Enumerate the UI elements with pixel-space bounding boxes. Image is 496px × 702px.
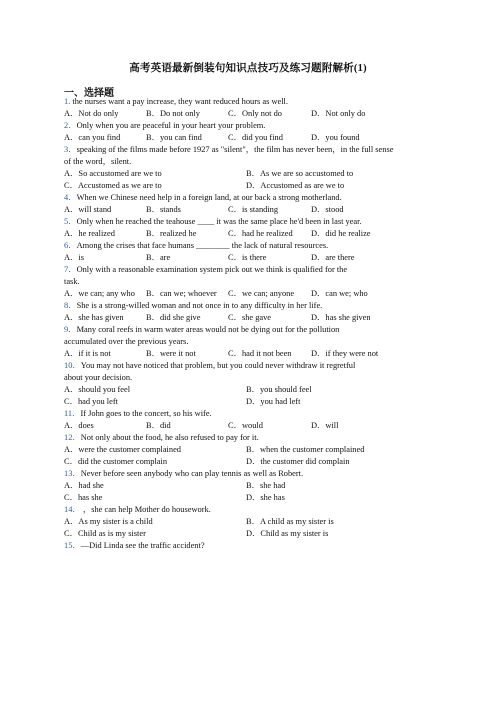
answer-option[interactable]: A．will stand	[64, 205, 112, 215]
answer-option[interactable]: B．As we are so accustomed to	[246, 169, 354, 179]
section-heading: 一、选择题	[64, 88, 114, 99]
question-text-continued: about your decision.	[64, 373, 133, 383]
question-text: Many coral reefs in warm water areas would not be dying out for the pollution	[76, 325, 340, 334]
question-number: 2．	[64, 121, 77, 130]
question-stem	[64, 540, 205, 551]
answer-option[interactable]: D．you had left	[246, 397, 301, 407]
answer-option[interactable]: D．stood	[311, 205, 344, 215]
question-number: 4．	[64, 193, 77, 202]
question-number: 7．	[64, 265, 77, 274]
answer-option[interactable]: B．stands	[146, 205, 181, 215]
answer-option[interactable]: A．does	[64, 421, 94, 431]
answer-option[interactable]: C．did you find	[228, 133, 283, 143]
question-stem	[64, 96, 288, 107]
question-text: If John goes to the concert, so his wife.	[80, 409, 212, 418]
question-stem	[64, 144, 393, 155]
answer-option[interactable]: A．if it is not	[64, 349, 111, 359]
answer-option[interactable]: D．if they were not	[311, 349, 379, 359]
question-text: She is a strong-willed woman and not once in to any difficulty in her life.	[76, 301, 323, 310]
question-stem	[64, 504, 211, 515]
answer-option[interactable]: D．are there	[311, 253, 355, 263]
question-number: 3．	[64, 145, 77, 154]
answer-option[interactable]: D．Not only do	[311, 109, 366, 119]
answer-option[interactable]: C．is there	[228, 253, 267, 263]
answer-option[interactable]: C．we can; anyone	[228, 289, 295, 299]
answer-option[interactable]: A．should you feel	[64, 385, 131, 395]
answer-option[interactable]: D．the customer did complain	[246, 457, 350, 467]
question-text: —Did Linda see the traffic accident?	[80, 541, 205, 550]
answer-option[interactable]: C．had he realized	[228, 229, 293, 239]
answer-option[interactable]: C．had you left	[64, 397, 118, 407]
question-stem	[64, 468, 303, 479]
answer-option[interactable]: C．Only not do	[228, 109, 282, 119]
question-stem	[64, 324, 339, 335]
question-text: Only with a reasonable examination system pick out we think is qualified for the	[76, 265, 348, 274]
answer-option[interactable]: C．would	[228, 421, 263, 431]
question-text-continued: accumulated over the previous years.	[64, 337, 189, 347]
answer-option[interactable]: D．she has	[246, 493, 285, 503]
question-text: the nurses want a pay increase, they want reduced hours as well.	[70, 97, 288, 106]
answer-option[interactable]: B．realized he	[146, 229, 197, 239]
answer-option[interactable]: C．Accustomed as we are to	[64, 181, 162, 191]
question-stem	[64, 432, 259, 443]
answer-option[interactable]: D．Child as my sister is	[246, 529, 329, 539]
question-text: Among the crises that face humans ________ the lack of natural resources.	[76, 241, 329, 250]
question-number: 6．	[64, 241, 77, 250]
answer-option[interactable]: A．had she	[64, 481, 104, 491]
answer-option[interactable]: A．is	[64, 253, 85, 263]
question-number: 15．	[64, 541, 81, 550]
answer-option[interactable]: B．she had	[246, 481, 286, 491]
question-text-continued: task.	[64, 277, 80, 287]
question-number: 8．	[64, 301, 77, 310]
answer-option[interactable]: C．is standing	[228, 205, 279, 215]
answer-option[interactable]: C．she gave	[228, 313, 272, 323]
question-text: When we Chinese need help in a foreign land, at our back a strong motherland.	[76, 193, 342, 202]
answer-option[interactable]: B．when the customer complained	[246, 445, 365, 455]
answer-option[interactable]: A．we can; any who	[64, 289, 135, 299]
answer-option[interactable]: D．did he realize	[311, 229, 371, 239]
question-stem	[64, 264, 347, 275]
question-text: Only when you are peaceful in your heart your problem.	[76, 121, 266, 130]
question-text: ，she can help Mother do housework.	[80, 505, 211, 514]
answer-option[interactable]: A．As my sister is a child	[64, 517, 153, 527]
question-text: Not only about the food, he also refused to pay for it.	[80, 433, 259, 442]
answer-option[interactable]: C．did the customer complain	[64, 457, 168, 467]
answer-option[interactable]: A．Not do only	[64, 109, 119, 119]
answer-option[interactable]: A．can you find	[64, 133, 121, 143]
answer-option[interactable]: C．had it not been	[228, 349, 292, 359]
answer-option[interactable]: C．has she	[64, 493, 103, 503]
page-title: 高考英语最新倒装句知识点技巧及练习题附解析(1)	[129, 63, 367, 74]
answer-option[interactable]: B．Do not only	[146, 109, 200, 119]
answer-option[interactable]: D．will	[311, 421, 339, 431]
question-stem	[64, 408, 212, 419]
answer-option[interactable]: C．Child as is my sister	[64, 529, 146, 539]
answer-option[interactable]: D．can we; who	[311, 289, 368, 299]
question-text-continued: of the word，silent.	[64, 157, 132, 167]
question-stem	[64, 360, 355, 371]
question-text: Only when he reached the teahouse ____ it was the same place he'd been in last year.	[76, 217, 362, 226]
answer-option[interactable]: B．were it not	[146, 349, 196, 359]
answer-option[interactable]: D．has she given	[311, 313, 371, 323]
answer-option[interactable]: B．are	[146, 253, 171, 263]
question-number: 11．	[64, 409, 81, 418]
question-text: You may not have noticed that problem, but you could never withdraw it regretful	[80, 361, 356, 370]
answer-option[interactable]: B．can we; whoever	[146, 289, 217, 299]
answer-option[interactable]: D．you found	[311, 133, 360, 143]
question-number: 5．	[64, 217, 77, 226]
question-number: 14．	[64, 505, 81, 514]
question-text: speaking of the films made before 1927 as "silent"，the film has never been，in the full sense	[76, 145, 394, 154]
answer-option[interactable]: D．Accustomed as are we to	[246, 181, 345, 191]
answer-option[interactable]: A．were the customer complained	[64, 445, 181, 455]
answer-option[interactable]: B．you can find	[146, 133, 202, 143]
answer-option[interactable]: A．So accustomed are we to	[64, 169, 162, 179]
question-number: 10．	[64, 361, 81, 370]
question-number: 13．	[64, 469, 81, 478]
question-number: 12．	[64, 433, 81, 442]
question-stem	[64, 192, 342, 203]
question-number: 1.	[64, 97, 71, 106]
answer-option[interactable]: A．she has given	[64, 313, 124, 323]
answer-option[interactable]: B．you should feel	[246, 385, 312, 395]
question-number: 9．	[64, 325, 77, 334]
answer-option[interactable]: B．did she give	[146, 313, 201, 323]
answer-option[interactable]: B．did	[146, 421, 171, 431]
question-stem	[64, 240, 328, 251]
question-stem	[64, 300, 322, 311]
answer-option[interactable]: B．A child as my sister is	[246, 517, 334, 527]
question-stem	[64, 216, 362, 227]
question-text: Never before seen anybody who can play tennis as well as Robert.	[80, 469, 304, 478]
answer-option[interactable]: A．he realized	[64, 229, 115, 239]
question-stem	[64, 120, 265, 131]
